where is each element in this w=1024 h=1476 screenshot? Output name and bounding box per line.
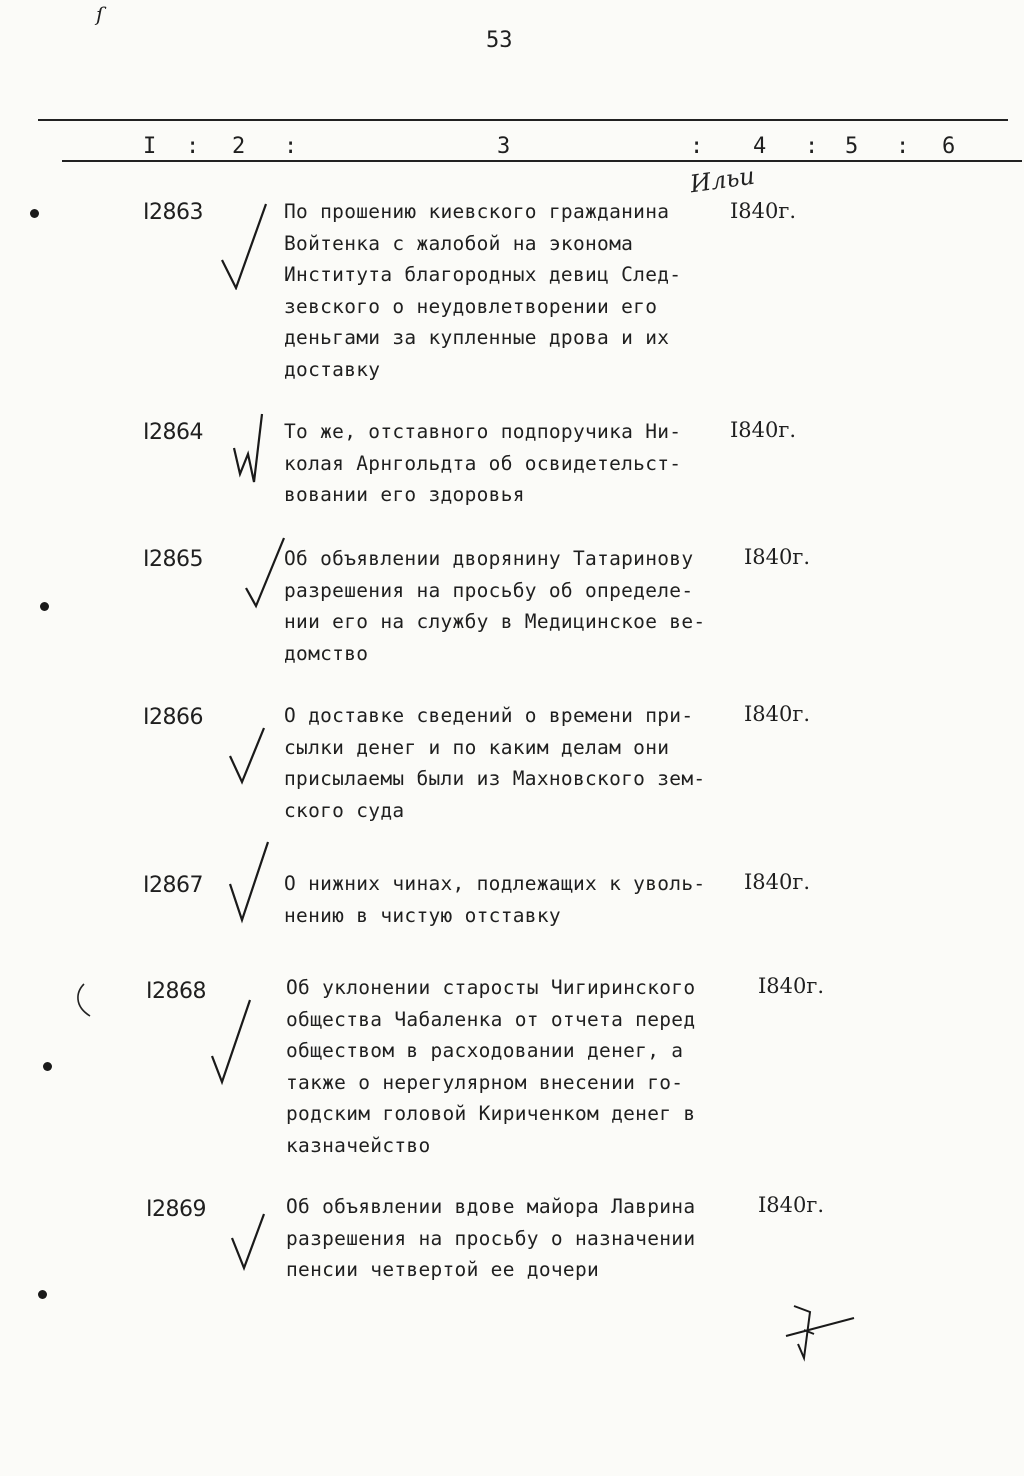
- column-separator: :: [805, 134, 819, 159]
- column-header-1: I: [143, 134, 157, 159]
- handwritten-signature-mark: [782, 1300, 862, 1370]
- entry-description: Об объявлении вдове майора Лаврина разрешения на просьбу о назначении пенсии четвертой ее дочери: [286, 1195, 696, 1281]
- column-header-3: 3: [497, 134, 511, 159]
- column-separator: :: [186, 134, 200, 159]
- entry-number: I2869: [146, 1197, 206, 1222]
- header-rule-top: [38, 119, 1008, 121]
- margin-dot: [40, 602, 49, 611]
- margin-dot: [38, 1290, 47, 1299]
- handwritten-annotation: Ильи: [688, 161, 757, 199]
- entry-number: I2866: [143, 705, 203, 730]
- entry-number: I2865: [143, 547, 203, 572]
- margin-dot: [43, 1062, 52, 1071]
- entry-year: I840г.: [744, 870, 811, 894]
- column-header-5: 5: [845, 134, 859, 159]
- entry-number: I2863: [143, 200, 203, 225]
- checkmark-icon: [226, 840, 286, 930]
- column-header-6: 6: [942, 134, 956, 159]
- entry-number: I2864: [143, 420, 203, 445]
- checkmark-icon: [226, 412, 286, 502]
- margin-dot: [30, 209, 39, 218]
- page-number: 53: [486, 28, 513, 53]
- entry-number: I2868: [146, 979, 206, 1004]
- entry-year: I840г.: [744, 545, 811, 569]
- handwritten-bracket-mark: [72, 982, 96, 1018]
- checkmark-icon: [224, 726, 284, 816]
- column-header-4: 4: [753, 134, 767, 159]
- checkmark-icon: [208, 996, 268, 1086]
- entry-description: О доставке сведений о времени при- сылки денег и по каким делам они присылаемы были из Махновского зем- ского суда: [284, 704, 706, 822]
- checkmark-icon: [218, 200, 278, 290]
- entry-description: Об объявлении дворянину Татаринову разрешения на просьбу об определе- нии его на службу в Медицинское ве- домство: [284, 547, 706, 665]
- entry-number: I2867: [143, 873, 203, 898]
- entry-year: I840г.: [730, 199, 797, 223]
- column-separator: :: [896, 134, 910, 159]
- column-separator: :: [690, 134, 704, 159]
- entry-description: По прошению киевского гражданина Войтенка с жалобой на эконома Института благородных девиц След- зевского о неудовлетворении его деньгами за купленные дрова и их доставку: [284, 200, 682, 381]
- entry-description: Об уклонении старосты Чигиринского общества Чабаленка от отчета перед обществом в расходовании денег, а также о нерегулярном внесении го- родским головой Кириченком денег в казначейство: [286, 976, 696, 1157]
- entry-year: I840г.: [758, 1193, 825, 1217]
- entry-description: О нижних чинах, подлежащих к уволь- нению в чистую отставку: [284, 872, 706, 927]
- entry-year: I840г.: [744, 702, 811, 726]
- corner-mark: ſ: [96, 2, 104, 26]
- entry-year: I840г.: [758, 974, 825, 998]
- column-header-2: 2: [232, 134, 246, 159]
- entry-year: I840г.: [730, 418, 797, 442]
- checkmark-icon: [226, 1212, 286, 1302]
- entry-description: То же, отставного подпоручика Ни- колая Арнгольдта об освидетельст- вовании его здоровья: [284, 420, 682, 506]
- header-rule-bottom: [62, 160, 1022, 162]
- column-separator: :: [284, 134, 298, 159]
